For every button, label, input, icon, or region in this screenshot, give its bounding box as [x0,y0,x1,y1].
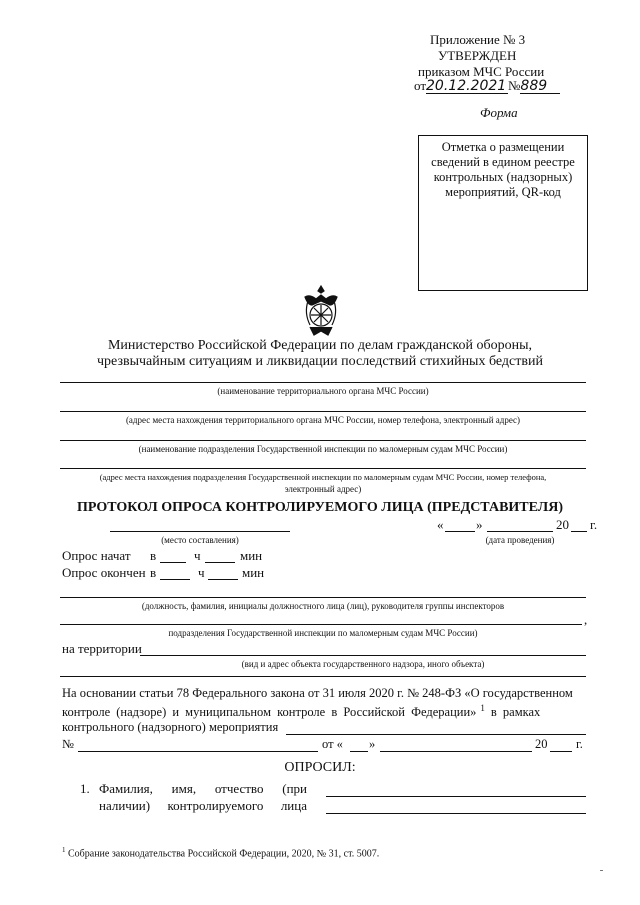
handwritten-date: 20.12.2021 [426,78,507,94]
footnote-mark: 1 [62,846,66,854]
date-month-line[interactable] [487,531,553,532]
territorial-organ-line[interactable] [60,382,586,383]
end-h-label: ч [198,565,205,580]
caption-gims-address-1: (адрес места нахождения подразделения Государственной инспекции по маломерным судам МЧС России, номер телефона, [99,472,547,482]
gims-address-line[interactable] [60,468,586,469]
ministry-line-1: Министерство Российской Федерации по делам гражданской обороны, [107,338,533,353]
caption-organ-address: (адрес места нахождения территориального органа МЧС России, номер телефона, электронный адрес) [125,415,521,425]
caption-territory: (вид и адрес объекта государственного надзора, иного объекта) [241,659,485,669]
event-year-suffix: г. [576,737,583,751]
item-line-2: наличии) контролируемого лица [99,798,307,813]
caption-gims-address-2: электронный адрес) [284,484,362,494]
end-in: в [150,565,157,580]
date-close-quote: » [476,517,483,532]
event-date-open: от « [322,737,343,751]
end-min-line[interactable] [208,579,238,580]
territory-line-2[interactable] [60,676,586,677]
event-day-line[interactable] [350,751,368,752]
basis-line-2-end: в рамках [490,705,541,720]
number-prefix: № [508,78,521,93]
qr-code-box [418,135,588,291]
date-year-prefix: 20 [556,517,569,532]
footnote-text: Собрание законодательства Российской Федерации, 2020, № 31, ст. 5007. [68,848,380,860]
event-date-close: » [369,737,376,751]
start-hour-line[interactable] [160,562,186,563]
caption-date: (дата проведения) [485,535,555,545]
interviewee-line-2[interactable] [326,813,586,814]
event-line[interactable] [286,734,586,735]
end-hour-line[interactable] [160,579,190,580]
event-month-line[interactable] [380,751,532,752]
start-min-line[interactable] [205,562,235,563]
gims-unit-line[interactable] [60,440,586,441]
footnote-ref: 1 [480,703,485,713]
official-comma: , [584,612,588,627]
approved-label: УТВЕРЖДЕН [438,48,517,63]
emchs-emblem-icon [300,283,342,339]
interviewee-line-1[interactable] [326,796,586,797]
start-h-label: ч [194,548,201,563]
basis-line-3: контрольного (надзорного) мероприятия [62,720,279,734]
start-label: Опрос начат [62,548,131,563]
ministry-line-2: чрезвычайным ситуациям и ликвидации последствий стихийных бедствий [97,354,543,369]
date-day-line[interactable] [445,531,475,532]
footnote [62,846,379,859]
event-number-label: № [62,737,74,751]
item-number: 1. [80,781,90,796]
official-line-1[interactable] [60,597,586,598]
date-year-line[interactable] [571,531,587,532]
end-label: Опрос окончен [62,565,146,580]
basis-line-2 [62,703,586,720]
event-year-line[interactable] [550,751,572,752]
appendix-label: Приложение № 3 [430,32,526,47]
basis-line-1: На основании статьи 78 Федерального закона от 31 июля 2020 г. № 248-ФЗ «О государственном [62,686,573,700]
interviewed-heading: ОПРОСИЛ: [284,760,356,775]
start-in: в [150,548,157,563]
qr-box-text: Отметка о размещении сведений в едином реестре контрольных (надзорных) мероприятий, QR-код [431,140,575,199]
territory-line[interactable] [140,655,586,656]
date-open-quote: « [437,517,444,532]
place-line[interactable] [110,531,290,532]
item-line-1: Фамилия, имя, отчество (при [99,781,307,796]
organ-address-line[interactable] [60,411,586,412]
official-line-2[interactable] [60,624,582,625]
start-min-label: мин [240,548,263,563]
protocol-title: ПРОТОКОЛ ОПРОСА КОНТРОЛИРУЕМОГО ЛИЦА (ПРЕДСТАВИТЕЛЯ) [76,500,563,515]
caption-place: (место составления) [161,535,239,545]
order-date-row [414,78,560,94]
caption-territorial-organ: (наименование территориального органа МЧС России) [217,386,429,396]
margin-dot [600,870,603,871]
caption-official-1: (должность, фамилия, инициалы должностного лица (лиц), руководителя группы инспекторов [141,601,505,611]
handwritten-number: 889 [520,80,560,94]
order-label: приказом МЧС России [418,64,545,79]
event-year-prefix: 20 [535,737,548,751]
caption-gims-unit: (наименование подразделения Государственной инспекции по маломерным судам МЧС России) [138,444,508,454]
basis-line-2-text: контроле (надзоре) и муниципальном контроле в Российской Федерации» [62,705,477,720]
date-year-suffix: г. [590,517,598,532]
event-number-line[interactable] [78,751,318,752]
caption-official-2: подразделения Государственной инспекции по маломерным судам МЧС России) [168,628,478,638]
form-label: Форма [480,105,518,120]
date-prefix: от [414,78,427,93]
territory-label: на территории [62,641,142,656]
end-min-label: мин [242,565,265,580]
